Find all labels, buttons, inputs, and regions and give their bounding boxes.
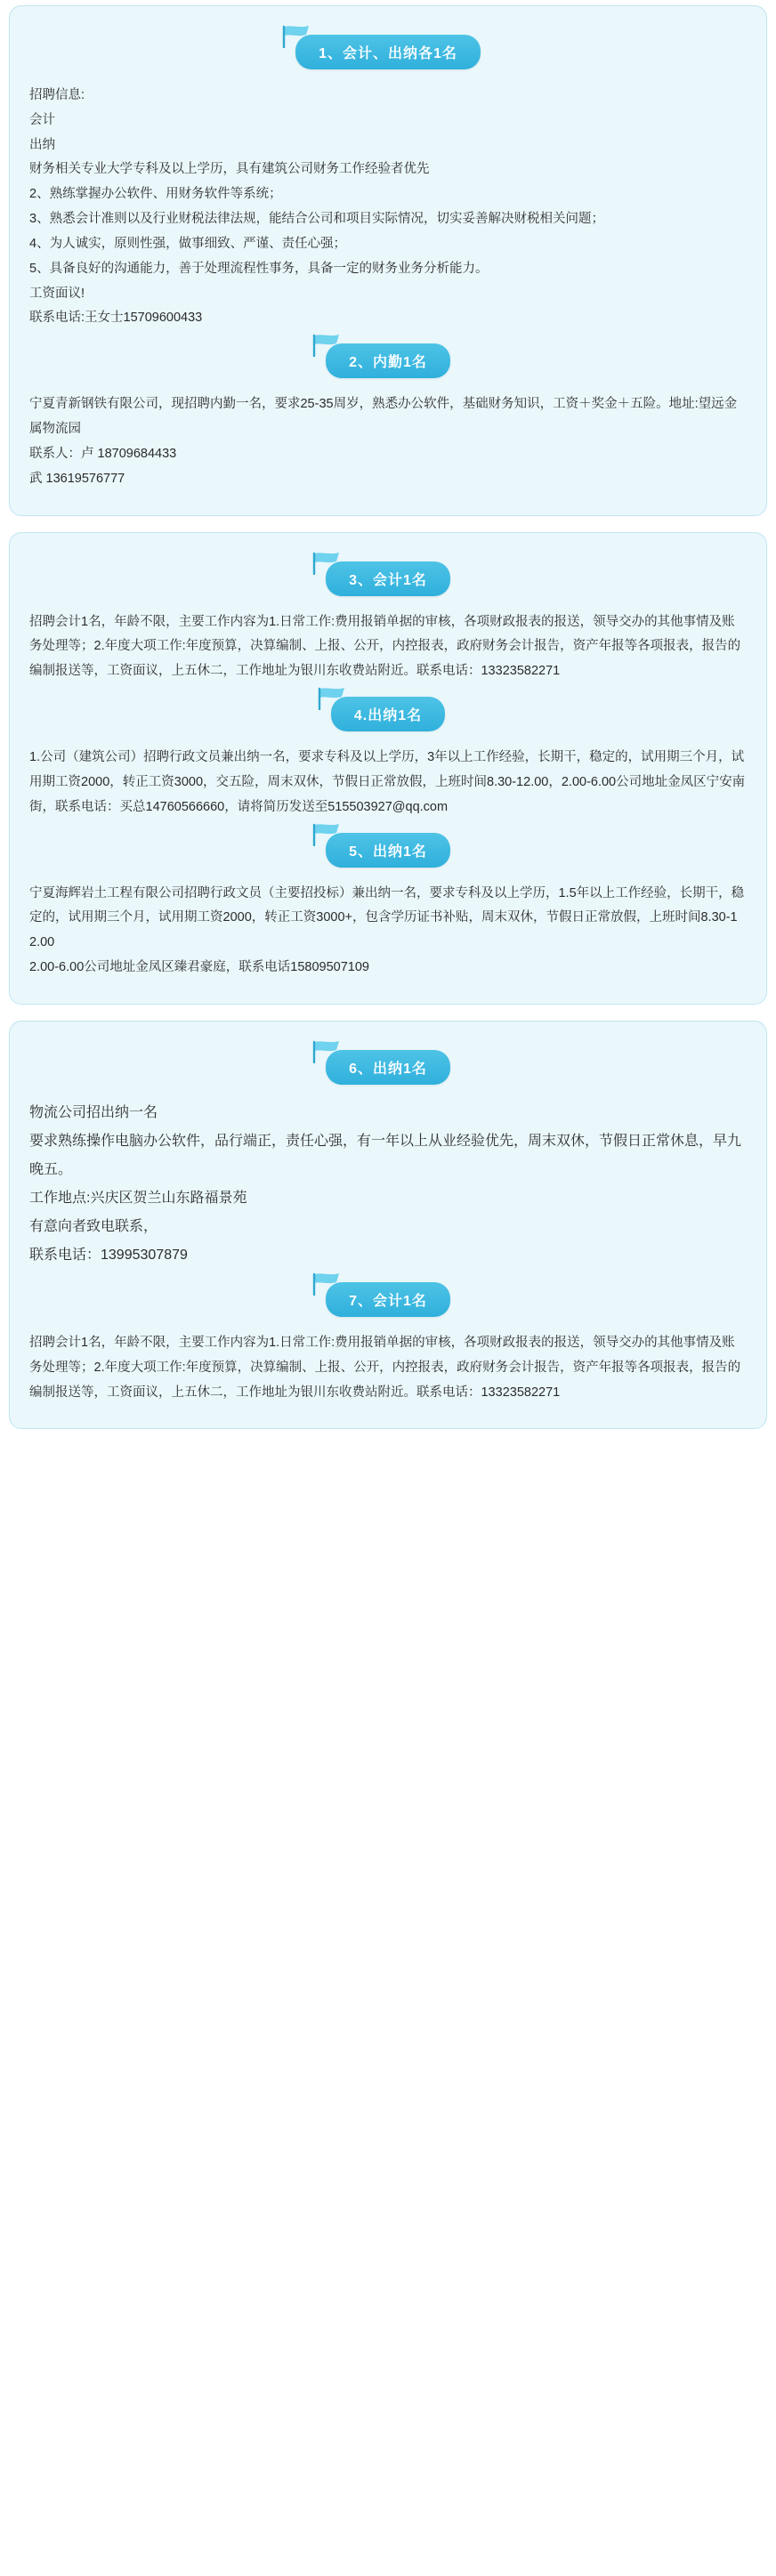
section-banner (29, 561, 747, 596)
body-line: 联系人：卢 18709684433 (29, 446, 177, 461)
section-banner (29, 1282, 747, 1317)
body-line: 要求熟练操作电脑办公软件，品行端正，责任心强，有一年以上从业经验优先，周末双休，节假日正常休息，早九晚五。 (29, 1133, 742, 1177)
ribbon-flag-icon (281, 25, 311, 48)
section-banner-label: 3、会计1名 (326, 561, 450, 596)
section-banner (29, 35, 747, 69)
ribbon-flag-icon (311, 823, 342, 846)
section-body (29, 392, 747, 491)
body-line: 3、熟悉会计准则以及行业财税法律法规，能结合公司和项目实际情况，切实妥善解决财税相关问题； (29, 212, 605, 227)
section-banner-label: 2、内勤1名 (326, 343, 450, 378)
section-body (29, 1099, 747, 1270)
body-line: 物流公司招出纳一名 (29, 1104, 158, 1120)
body-line: 5、具备良好的沟通能力，善于处理流程性事务，具备一定的财务业务分析能力。 (29, 261, 489, 276)
body-line: 联系电话:王女士15709600433 (29, 311, 203, 326)
body-line: 招聘会计1名，年龄不限，主要工作内容为1.日常工作:费用报销单据的审核，各项财政报表的报送，领导交办的其他事情及账务处理等；2.年度大项工作:年度预算，决算编制、上报、公开，内控报表，政府财务会计报告，资产年报等各项报表，报告的编制报送等，工资面议，上五休二，工作地址为银川东收费站附近。联系电话：13323582271 (29, 1335, 741, 1400)
body-line: 联系电话：13995307879 (29, 1247, 188, 1263)
body-line: 会计 (29, 112, 55, 127)
body-line: 武 13619576777 (29, 471, 125, 486)
job-card (9, 5, 767, 516)
body-line: 招聘信息: (29, 88, 85, 102)
body-line: 宁夏海辉岩土工程有限公司招聘行政文员（主要招投标）兼出纳一名，要求专科及以上学历，1.5年以上工作经验，长期干，稳定的，试用期三个月，试用期工资2000，转正工资3000+，包含学历证书补贴，周末双休，节假日正常放假，上班时间8.30-12.00 (29, 885, 745, 950)
ribbon-flag-icon (311, 1040, 342, 1063)
job-card (9, 1021, 767, 1429)
section-banner (29, 1050, 747, 1085)
body-line: 工资面议! (29, 286, 85, 301)
section-banner-label: 1、会计、出纳各1名 (295, 35, 481, 69)
section-banner-label: 7、会计1名 (326, 1282, 450, 1317)
body-line: 工作地点:兴庆区贺兰山东路福景苑 (29, 1190, 247, 1206)
body-line: 有意向者致电联系， (29, 1218, 158, 1234)
body-line: 4、为人诚实，原则性强，做事细致、严谨、责任心强； (29, 236, 347, 251)
cards-container (9, 5, 767, 1429)
section-banner (29, 697, 747, 731)
body-line: 2、熟练掌握办公软件、用财务软件等系统； (29, 187, 282, 202)
body-line: 财务相关专业大学专科及以上学历，具有建筑公司财务工作经验者优先 (29, 162, 430, 177)
section-banner-label: 6、出纳1名 (326, 1050, 450, 1085)
ribbon-flag-icon (317, 687, 347, 710)
ribbon-flag-icon (311, 552, 342, 575)
section-banner (29, 343, 747, 378)
section-banner-label: 4.出纳1名 (331, 697, 445, 731)
section-body (29, 746, 747, 820)
body-line: 1.公司（建筑公司）招聘行政文员兼出纳一名，要求专科及以上学历，3年以上工作经验，长期干，稳定的，试用期三个月，试用期工资2000，转正工资3000，交五险，周末双休，节假日正常放假，上班时间8.30-12.00，2.00-6.00公司地址金凤区宁安南街，联系电话：买总14760566660，请将简历发送至515503927@qq.com (29, 750, 746, 814)
section-body (29, 882, 747, 981)
body-line: 2.00-6.00公司地址金凤区臻君豪庭，联系电话15809507109 (29, 960, 369, 975)
section-banner-label: 5、出纳1名 (326, 833, 450, 868)
body-line: 出纳 (29, 137, 55, 152)
job-card (9, 532, 767, 1005)
ribbon-flag-icon (311, 334, 342, 357)
body-line: 宁夏青新钢铁有限公司，现招聘内勤一名，要求25-35周岁，熟悉办公软件，基础财务知识，工资＋奖金＋五险。地址:望远金属物流园 (29, 397, 738, 437)
section-body (29, 1331, 747, 1405)
section-banner (29, 833, 747, 868)
section-body (29, 610, 747, 684)
section-body (29, 84, 747, 331)
body-line: 招聘会计1名，年龄不限，主要工作内容为1.日常工作:费用报销单据的审核，各项财政报表的报送，领导交办的其他事情及账务处理等；2.年度大项工作:年度预算，决算编制、上报、公开，内控报表，政府财务会计报告，资产年报等各项报表，报告的编制报送等，工资面议，上五休二，工作地址为银川东收费站附近。联系电话：13323582271 (29, 614, 741, 679)
ribbon-flag-icon (311, 1272, 342, 1296)
